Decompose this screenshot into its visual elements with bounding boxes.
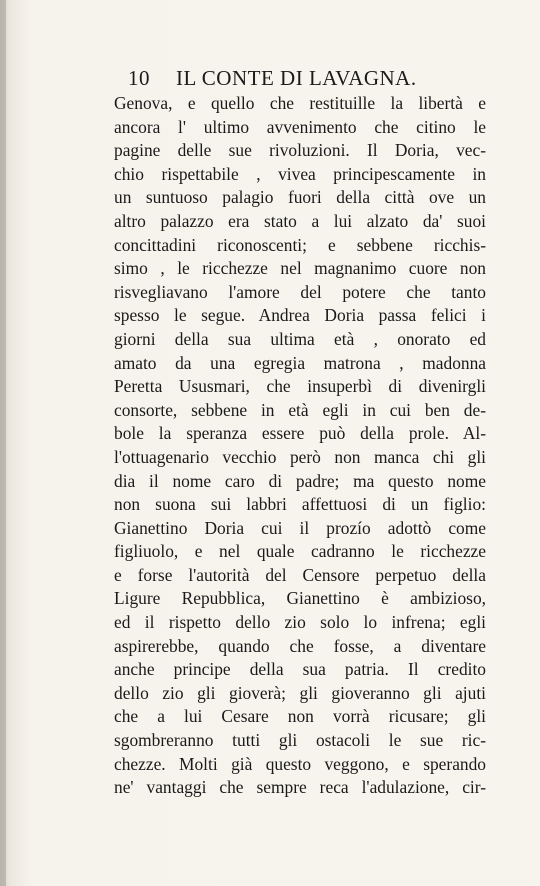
body-text [114,92,486,800]
text-line: Genova, e quello che restituille la libertà e [114,93,486,113]
page-number: 10 [128,66,150,90]
text-line: amato da una egregia matrona , madonna [114,352,486,373]
text-line: ne' vantaggi che sempre reca l'adulazione, cir- [114,777,486,798]
text-line: dello zio gli gioverà; gli gioveranno gli ajuti [114,682,486,703]
text-line: aspirerebbe, quando che fosse, a diventare [114,635,486,656]
text-line: che a lui Cesare non vorrà ricusare; gli [114,706,486,727]
text-line: consorte, sebbene in età egli in cui ben de- [114,399,486,420]
running-title: IL CONTE DI LAVAGNA. [176,66,417,90]
text-line: ancora l' ultimo avvenimento che citino le [114,116,486,137]
text-line: simo , le ricchezze nel magnanimo cuore non [114,258,486,279]
text-line: concittadini riconoscenti; e sebbene ricchis- [114,234,486,255]
page-binding-edge [0,0,6,886]
text-line: Peretta Ususmari, che insuperbì di divenirgli [114,376,486,397]
text-line: risvegliavano l'amore del potere che tanto [114,281,486,302]
text-line: sgombreranno tutti gli ostacoli le sue ric- [114,730,486,751]
text-line: chio rispettabile , vivea principescamente in [114,163,486,184]
page-header [128,66,468,94]
text-line: figliuolo, e nel quale cadranno le ricchezze [114,541,486,562]
text-line: anche principe della sua patria. Il credito [114,659,486,680]
text-line: bole la speranza essere può della prole. Al- [114,423,486,444]
text-line: Gianettino Doria cui il prozío adottò come [114,517,486,538]
text-line: un suntuoso palagio fuori della città ove un [114,187,486,208]
text-line: pagine delle sue rivoluzioni. Il Doria, vec- [114,140,486,161]
text-line: e forse l'autorità del Censore perpetuo della [114,564,486,585]
text-line: chezze. Molti già questo veggono, e sperando [114,753,486,774]
text-line: dia il nome caro di padre; ma questo nome [114,470,486,491]
text-line: ed il rispetto dello zio solo lo infrena; egli [114,612,486,633]
text-line: Ligure Repubblica, Gianettino è ambizioso, [114,588,486,609]
text-line: l'ottuagenario vecchio però non manca chi gli [114,446,486,467]
text-line: altro palazzo era stato a lui alzato da' suoi [114,210,486,231]
text-line: giorni della sua ultima età , onorato ed [114,328,486,349]
text-line: spesso le segue. Andrea Doria passa felici i [114,305,486,326]
text-line: non suona sui labbri affettuosi di un figlio: [114,494,486,515]
